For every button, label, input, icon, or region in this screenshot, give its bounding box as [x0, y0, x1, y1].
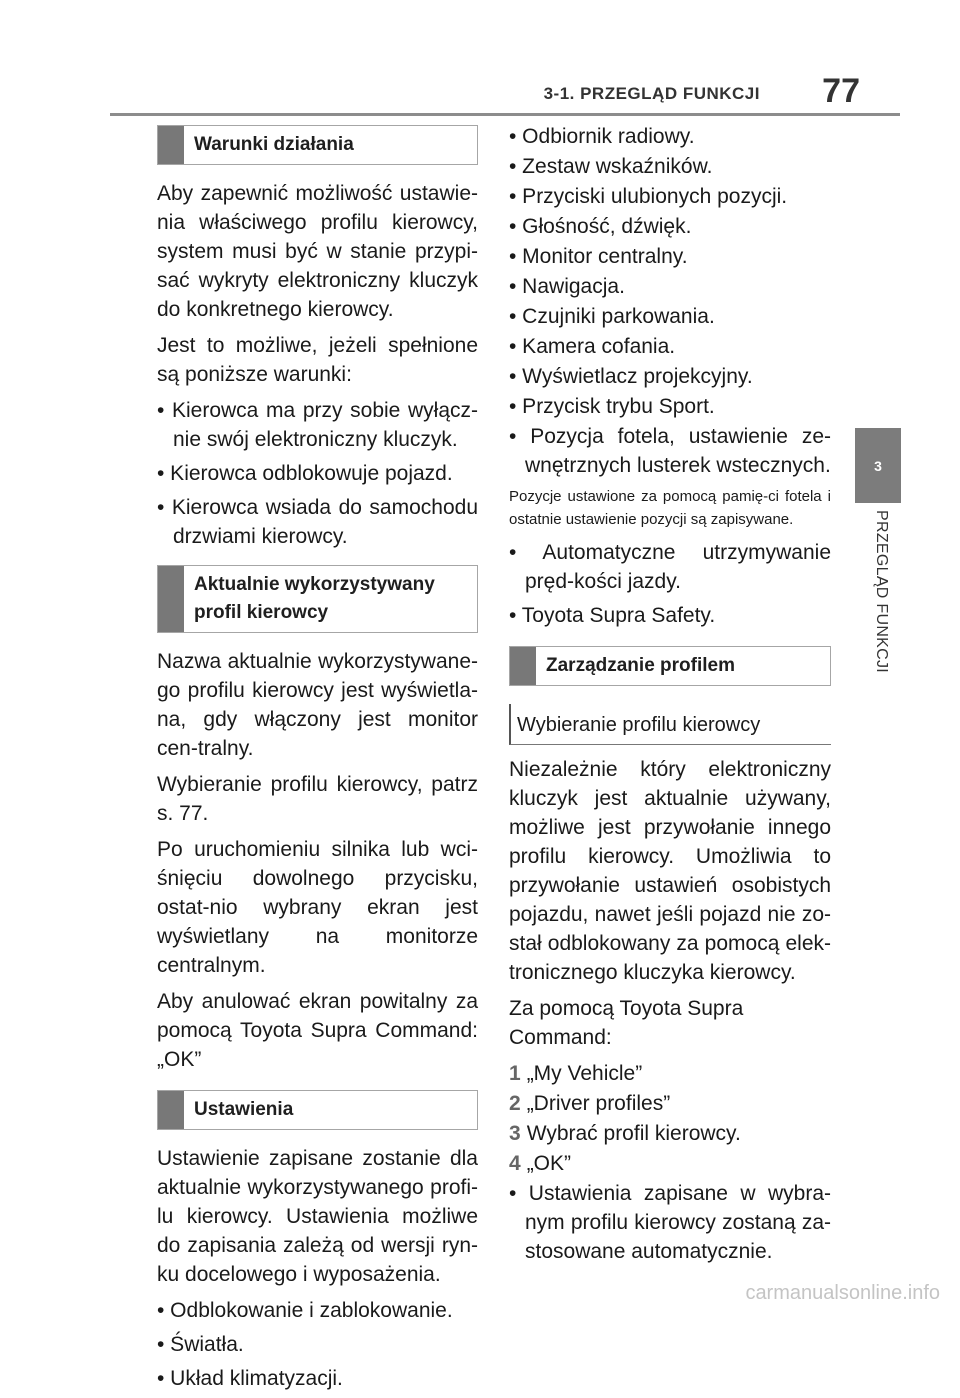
bullet-item: • Zestaw wskaźników. — [509, 155, 713, 178]
step-text: „OK” — [526, 1152, 572, 1175]
section-title: Ustawienia — [194, 1099, 294, 1120]
section-title: Warunki działania — [194, 134, 354, 155]
bullet-item: • Kierowca wsiada do samochodu drzwiami kierowcy. — [157, 496, 478, 548]
step-item — [509, 1089, 831, 1118]
step-item — [509, 1059, 831, 1088]
bullet-item: • Głośność, dźwięk. — [509, 215, 692, 238]
step-number: 3 — [509, 1122, 521, 1145]
bullet-item: • Wyświetlacz projekcyjny. — [509, 365, 753, 388]
page-number: 77 — [822, 72, 860, 110]
bullet-item: • Nawigacja. — [509, 275, 625, 298]
bullet-item: • Układ klimatyzacji. — [157, 1367, 343, 1390]
paragraph: Za pomocą Toyota Supra Command: — [509, 997, 744, 1049]
bullet-item: • Ustawienia zapisane w wybra-nym profilu kierowcy zostaną za-stosowane automatycznie. — [509, 1182, 831, 1263]
bullet-item: • Przycisk trybu Sport. — [509, 395, 715, 418]
bullet-item: • Czujniki parkowania. — [509, 305, 715, 328]
chapter-side-label: PRZEGLĄD FUNKCJI — [873, 510, 890, 674]
bullet-item: • Odblokowanie i zablokowanie. — [157, 1299, 453, 1322]
bullet-item: • Monitor centralny. — [509, 245, 688, 268]
bullet-item: • Pozycja fotela, ustawienie ze-wnętrznych lusterek wstecznych. — [509, 425, 831, 477]
paragraph: Jest to możliwe, jeżeli spełnione są poniższe warunki: — [157, 334, 478, 386]
section-title: Zarządzanie profilem — [546, 655, 735, 676]
step-number: 1 — [509, 1062, 521, 1085]
right-column — [509, 122, 831, 1271]
step-text: „Driver profiles” — [526, 1092, 671, 1115]
bullet-item: • Kamera cofania. — [509, 335, 676, 358]
paragraph: Nazwa aktualnie wykorzystywane-go profilu kierowcy jest wyświetla-na, gdy włączony jest monitor cen-tralny. — [157, 650, 478, 760]
paragraph: Aby zapewnić możliwość ustawie-nia właściwego profilu kierowcy, system musi być w stanie przypi-sać wykryty elektroniczny kluczyk do konkretnego kierowcy. — [157, 182, 478, 321]
section-heading-bar — [158, 566, 184, 632]
section-heading-bar — [510, 647, 536, 685]
watermark-text: carmanualsonline.info — [745, 1282, 940, 1304]
section-heading-current-profile — [157, 565, 478, 633]
bullet-item: • Przyciski ulubionych pozycji. — [509, 185, 788, 208]
bullet-item: • Kierowca ma przy sobie wyłącz-nie swój elektroniczny kluczyk. — [157, 399, 478, 451]
bullet-item: • Kierowca odblokowuje pojazd. — [157, 462, 453, 485]
section-heading-operating-conditions — [157, 125, 478, 165]
note-text: Pozycje ustawione za pomocą pamię-ci fotela i ostatnie ustawienie pozycji są zapisywane. — [509, 488, 831, 528]
step-item — [509, 1149, 831, 1178]
paragraph: Aby anulować ekran powitalny za pomocą Toyota Supra Command: „OK” — [157, 990, 478, 1071]
section-title: Aktualnie wykorzystywany profil kierowcy — [194, 574, 435, 623]
paragraph: Ustawienie zapisane zostanie dla aktualnie wykorzystywanego profi-lu kierowcy. Ustawienia możliwe do zapisania zależą od wersji ryn-ku docelowego i wyposażenia. — [157, 1147, 478, 1286]
subsection-heading: Wybieranie profilu kierowcy — [509, 704, 831, 745]
paragraph: Wybieranie profilu kierowcy, patrz s. 77. — [157, 773, 478, 825]
paragraph: Niezależnie który elektroniczny kluczyk jest aktualnie używany, możliwe jest przywołanie innego profilu kierowcy. Umożliwia to przywołanie ustawień osobistych pojazdu, nawet jeśli pojazd nie zo-stał odblokowany za pomocą elek-tronicznego kluczyka kierowcy. — [509, 758, 831, 984]
step-number: 2 — [509, 1092, 521, 1115]
step-item — [509, 1119, 831, 1148]
bullet-item: • Światła. — [157, 1333, 244, 1356]
bullet-item: • Toyota Supra Safety. — [509, 604, 716, 627]
section-heading-bar — [158, 126, 184, 164]
paragraph: Po uruchomieniu silnika lub wci-śnięciu dowolnego przycisku, ostat-nio wybrany ekran jest wyświetlany na monitorze centralnym. — [157, 838, 478, 977]
header-rule — [110, 113, 900, 116]
step-number: 4 — [509, 1152, 521, 1175]
step-text: „My Vehicle” — [526, 1062, 643, 1085]
section-heading-settings — [157, 1090, 478, 1130]
bullet-item: • Automatyczne utrzymywanie pręd-kości jazdy. — [509, 541, 831, 593]
section-heading-bar — [158, 1091, 184, 1129]
bullet-item: • Odbiornik radiowy. — [509, 125, 695, 148]
section-heading-profile-management — [509, 646, 831, 686]
step-text: Wybrać profil kierowcy. — [526, 1122, 741, 1145]
chapter-tab: 3 — [855, 428, 901, 503]
left-column — [157, 125, 478, 1398]
running-header-title: 3-1. PRZEGLĄD FUNKCJI — [543, 84, 760, 103]
